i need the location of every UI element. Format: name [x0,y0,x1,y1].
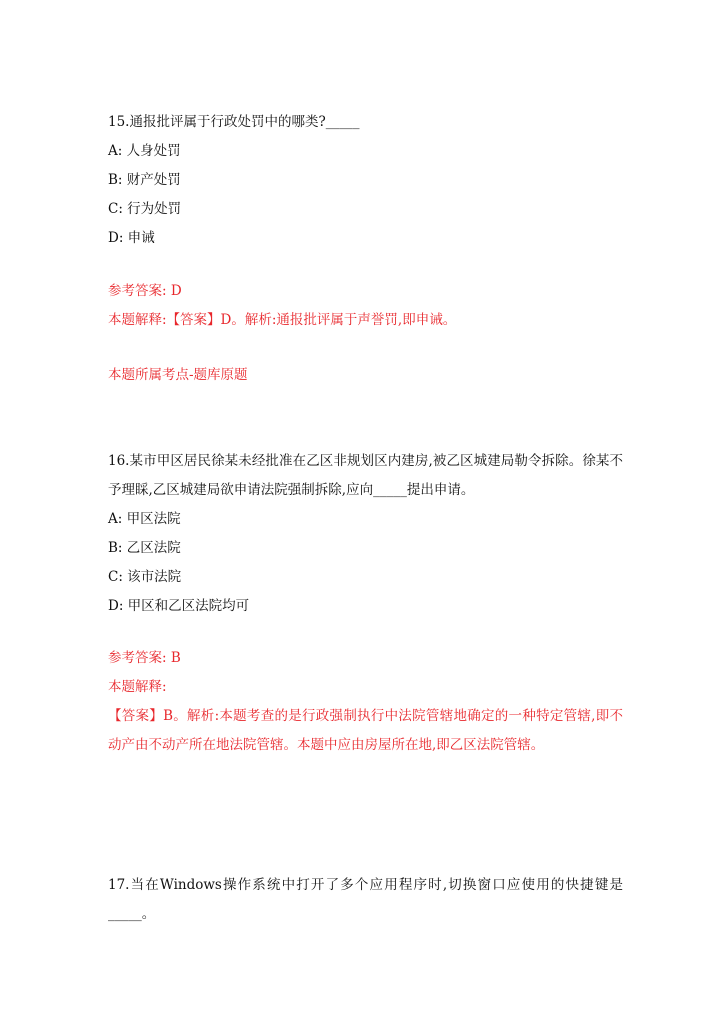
question-15-option-d: D: 申诫 [108,230,155,246]
question-17 [108,871,623,929]
question-15-explanation: 本题解释:【答案】D。解析:通报批评属于声誉罚,即申诫。 [108,312,457,328]
question-16-answer-block [108,644,623,760]
question-15-topic: 本题所属考点-题库原题 [108,367,248,383]
question-16 [108,447,623,621]
question-16-option-d: D: 甲区和乙区法院均可 [108,598,250,614]
question-16-option-b: B: 乙区法院 [108,540,181,556]
question-15-option-b: B: 财产处罚 [108,172,181,188]
question-16-stem: 16.某市甲区居民徐某未经批准在乙区非规划区内建房,被乙区城建局勒令拆除。徐某不予理睬,乙区城建局欲申请法院强制拆除,应向_____提出申请。 [108,453,623,498]
question-15 [108,108,623,253]
question-17-stem: 17.当在Windows操作系统中打开了多个应用程序时,切换窗口应使用的快捷键是_____。 [108,877,623,922]
question-15-answer: 参考答案: D [108,283,182,299]
question-15-option-c: C: 行为处罚 [108,201,182,217]
question-16-answer: 参考答案: B [108,650,181,666]
question-15-topic-block [108,361,623,390]
question-15-stem: 15.通报批评属于行政处罚中的哪类?_____ [108,114,360,130]
question-16-explanation-label: 本题解释: [108,679,167,695]
question-16-option-a: A: 甲区法院 [108,511,181,527]
question-15-option-a: A: 人身处罚 [108,143,181,159]
question-16-option-c: C: 该市法院 [108,569,182,585]
question-16-explanation: 【答案】B。解析:本题考查的是行政强制执行中法院管辖地确定的一种特定管辖,即不动产由不动产所在地法院管辖。本题中应由房屋所在地,即乙区法院管辖。 [108,708,623,753]
question-15-answer-block [108,277,623,335]
